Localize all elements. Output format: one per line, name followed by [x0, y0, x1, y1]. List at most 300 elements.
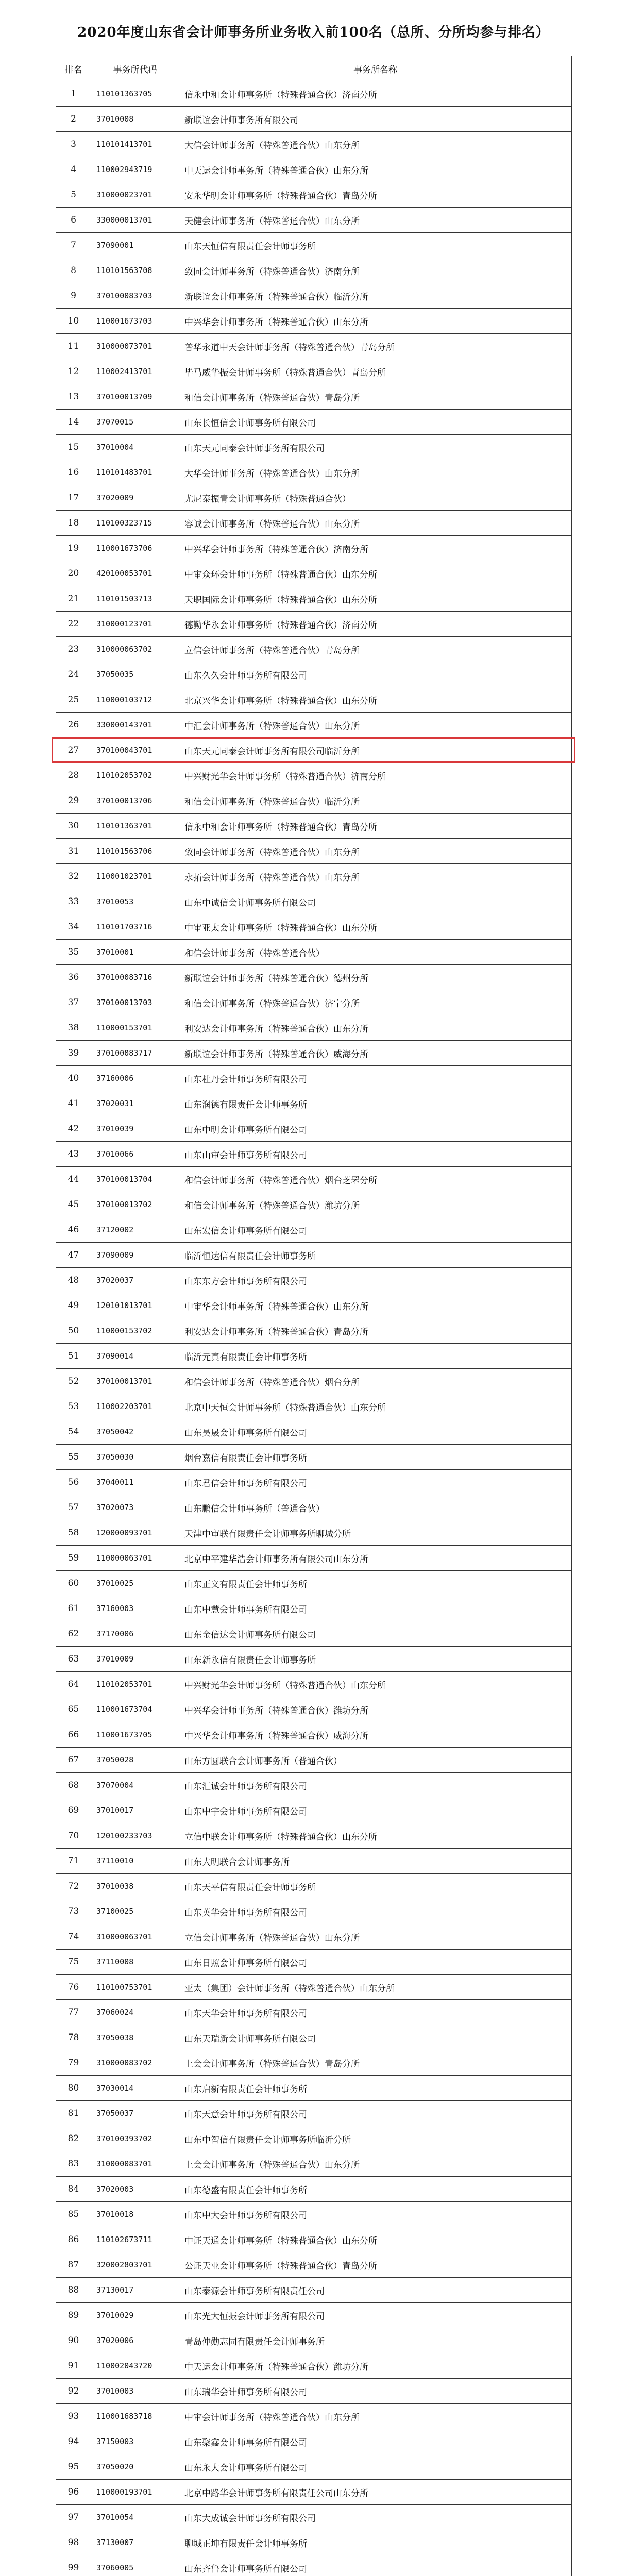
table-row	[56, 2530, 572, 2555]
table-row	[56, 940, 572, 965]
firm-name-cell: 大信会计师事务所（特殊普通合伙）山东分所	[179, 132, 572, 157]
rank-cell: 82	[56, 2126, 91, 2151]
firm-name-cell: 山东天意会计师事务所有限公司	[179, 2101, 572, 2126]
table-row	[56, 1318, 572, 1344]
firm-code-cell: 110101483701	[91, 460, 179, 485]
firm-name-cell: 山东德盛有限责任会计师事务所	[179, 2177, 572, 2202]
table-row	[56, 1041, 572, 1066]
rank-cell: 43	[56, 1142, 91, 1167]
table-row	[56, 2454, 572, 2480]
rank-cell: 56	[56, 1470, 91, 1495]
rank-cell: 87	[56, 2252, 91, 2278]
firm-name-cell: 毕马威华振会计师事务所（特殊普通合伙）青岛分所	[179, 359, 572, 384]
firm-code-cell: 110102673711	[91, 2227, 179, 2252]
firm-name-cell: 中兴华会计师事务所（特殊普通合伙）潍坊分所	[179, 1697, 572, 1722]
firm-code-cell: 110002203701	[91, 1394, 179, 1419]
firm-name-cell: 山东金信达会计师事务所有限公司	[179, 1621, 572, 1647]
firm-code-cell: 370100083703	[91, 283, 179, 309]
rank-cell: 81	[56, 2101, 91, 2126]
table-row	[56, 410, 572, 435]
rank-cell: 58	[56, 1520, 91, 1546]
firm-name-cell: 新联谊会计师事务所（特殊普通合伙）德州分所	[179, 965, 572, 990]
firm-name-cell: 普华永道中天会计师事务所（特殊普通合伙）青岛分所	[179, 334, 572, 359]
table-row	[56, 1217, 572, 1243]
rank-cell: 12	[56, 359, 91, 384]
firm-name-cell: 山东天瑞新会计师事务所有限公司	[179, 2025, 572, 2050]
table-row	[56, 1823, 572, 1849]
rank-cell: 97	[56, 2505, 91, 2530]
rank-cell: 94	[56, 2429, 91, 2454]
table-row	[56, 2353, 572, 2379]
firm-code-cell: 110000153701	[91, 1015, 179, 1041]
firm-name-cell: 和信会计师事务所（特殊普通合伙）青岛分所	[179, 384, 572, 410]
table-row	[56, 1167, 572, 1192]
firm-code-cell: 370100043701	[91, 738, 179, 763]
firm-code-cell: 37120002	[91, 1217, 179, 1243]
table-row	[56, 814, 572, 839]
firm-name-cell: 和信会计师事务所（特殊普通合伙）临沂分所	[179, 788, 572, 814]
table-row	[56, 2151, 572, 2177]
firm-name-cell: 山东方圆联合会计师事务所（普通合伙）	[179, 1748, 572, 1773]
rank-cell: 20	[56, 561, 91, 586]
rank-cell: 96	[56, 2480, 91, 2505]
firm-code-cell: 37130007	[91, 2530, 179, 2555]
table-row	[56, 1394, 572, 1419]
firm-code-cell: 37010025	[91, 1571, 179, 1596]
rank-cell: 3	[56, 132, 91, 157]
firm-name-cell: 致同会计师事务所（特殊普通合伙）山东分所	[179, 839, 572, 864]
firm-name-cell: 山东中明会计师事务所有限公司	[179, 1116, 572, 1142]
firm-code-cell: 110002413701	[91, 359, 179, 384]
table-row	[56, 1697, 572, 1722]
rank-cell: 41	[56, 1091, 91, 1116]
table-row	[56, 1672, 572, 1697]
firm-code-cell: 110101363705	[91, 81, 179, 107]
firm-name-cell: 聊城正坤有限责任会计师事务所	[179, 2530, 572, 2555]
rank-cell: 89	[56, 2303, 91, 2328]
firm-code-cell: 37020073	[91, 1495, 179, 1520]
firm-name-cell: 中兴华会计师事务所（特殊普通合伙）威海分所	[179, 1722, 572, 1748]
table-row	[56, 1116, 572, 1142]
firm-code-cell: 110102053701	[91, 1672, 179, 1697]
table-row	[56, 2126, 572, 2151]
table-row	[56, 612, 572, 637]
firm-code-cell: 110001673704	[91, 1697, 179, 1722]
firm-name-cell: 永拓会计师事务所（特殊普通合伙）山东分所	[179, 864, 572, 889]
firm-name-cell: 山东中诚信会计师事务所有限公司	[179, 889, 572, 914]
rank-cell: 99	[56, 2555, 91, 2576]
firm-code-cell: 37020003	[91, 2177, 179, 2202]
rank-cell: 74	[56, 1924, 91, 1950]
firm-code-cell: 110001673706	[91, 536, 179, 561]
firm-name-cell: 山东昊晟会计师事务所有限公司	[179, 1419, 572, 1445]
firm-code-cell: 37010008	[91, 107, 179, 132]
table-row	[56, 2177, 572, 2202]
rank-cell: 11	[56, 334, 91, 359]
rank-cell: 78	[56, 2025, 91, 2050]
firm-name-cell: 中证天通会计师事务所（特殊普通合伙）山东分所	[179, 2227, 572, 2252]
firm-name-cell: 山东启新有限责任会计师事务所	[179, 2076, 572, 2101]
rank-cell: 6	[56, 208, 91, 233]
firm-code-cell: 370100013704	[91, 1167, 179, 1192]
rank-cell: 28	[56, 763, 91, 788]
firm-name-cell: 中审众环会计师事务所（特殊普通合伙）山东分所	[179, 561, 572, 586]
firm-name-cell: 上会会计师事务所（特殊普通合伙）山东分所	[179, 2151, 572, 2177]
firm-name-cell: 山东日照会计师事务所有限公司	[179, 1950, 572, 1975]
firm-name-cell: 北京中路华会计师事务所有限责任公司山东分所	[179, 2480, 572, 2505]
firm-name-cell: 山东天华会计师事务所有限公司	[179, 2000, 572, 2025]
rank-cell: 36	[56, 965, 91, 990]
firm-code-cell: 37090001	[91, 233, 179, 258]
firm-code-cell: 37010053	[91, 889, 179, 914]
table-row	[56, 435, 572, 460]
table-row	[56, 965, 572, 990]
rank-cell: 7	[56, 233, 91, 258]
table-row	[56, 914, 572, 940]
firm-code-cell: 37010017	[91, 1798, 179, 1823]
table-row	[56, 359, 572, 384]
firm-name-cell: 山东泰源会计师事务所有限责任公司	[179, 2278, 572, 2303]
firm-code-cell: 120000093701	[91, 1520, 179, 1546]
firm-code-cell: 37110008	[91, 1950, 179, 1975]
firm-code-cell: 310000073701	[91, 334, 179, 359]
firm-code-cell: 370100013702	[91, 1192, 179, 1217]
firm-code-cell: 37070004	[91, 1773, 179, 1798]
firm-name-cell: 山东聚鑫会计师事务所有限公司	[179, 2429, 572, 2454]
firm-code-cell: 37050042	[91, 1419, 179, 1445]
firm-code-cell: 37010003	[91, 2379, 179, 2404]
table-row	[56, 2252, 572, 2278]
table-row	[56, 1369, 572, 1394]
firm-name-cell: 立信会计师事务所（特殊普通合伙）山东分所	[179, 1924, 572, 1950]
rank-cell: 14	[56, 410, 91, 435]
firm-code-cell: 37010009	[91, 1647, 179, 1672]
table-row	[56, 1571, 572, 1596]
table-row	[56, 2101, 572, 2126]
table-row	[56, 2025, 572, 2050]
firm-name-cell: 致同会计师事务所（特殊普通合伙）济南分所	[179, 258, 572, 283]
firm-name-cell: 新联谊会计师事务所（特殊普通合伙）威海分所	[179, 1041, 572, 1066]
firm-name-cell: 北京中平建华浩会计师事务所有限公司山东分所	[179, 1546, 572, 1571]
rank-cell: 21	[56, 586, 91, 612]
table-row	[56, 1268, 572, 1293]
firm-code-cell: 370100083716	[91, 965, 179, 990]
firm-code-cell: 110100323715	[91, 511, 179, 536]
rank-cell: 5	[56, 182, 91, 208]
table-row	[56, 1647, 572, 1672]
table-row	[56, 511, 572, 536]
firm-code-cell: 37110010	[91, 1849, 179, 1874]
firm-name-cell: 山东长恒信会计师事务所有限公司	[179, 410, 572, 435]
rank-cell: 44	[56, 1167, 91, 1192]
rank-cell: 40	[56, 1066, 91, 1091]
table-row	[56, 2429, 572, 2454]
firm-name-cell: 山东大成诚会计师事务所有限公司	[179, 2505, 572, 2530]
rank-cell: 30	[56, 814, 91, 839]
firm-code-cell: 37050020	[91, 2454, 179, 2480]
table-row	[56, 713, 572, 738]
table-row	[56, 1520, 572, 1546]
rank-cell: 60	[56, 1571, 91, 1596]
table-row	[56, 2303, 572, 2328]
firm-name-cell: 山东汇诚会计师事务所有限公司	[179, 1773, 572, 1798]
firm-name-cell: 山东宏信会计师事务所有限公司	[179, 1217, 572, 1243]
firm-code-cell: 370100013703	[91, 990, 179, 1015]
firm-name-cell: 山东瑞华会计师事务所有限公司	[179, 2379, 572, 2404]
rank-cell: 49	[56, 1293, 91, 1318]
table-row	[56, 2076, 572, 2101]
rank-cell: 88	[56, 2278, 91, 2303]
firm-code-cell: 110102053702	[91, 763, 179, 788]
firm-name-cell: 德勤华永会计师事务所（特殊普通合伙）济南分所	[179, 612, 572, 637]
rank-cell: 33	[56, 889, 91, 914]
table-row	[56, 1773, 572, 1798]
firm-code-cell: 37060005	[91, 2555, 179, 2576]
table-row	[56, 889, 572, 914]
firm-code-cell: 37060024	[91, 2000, 179, 2025]
firm-name-cell: 容诚会计师事务所（特殊普通合伙）山东分所	[179, 511, 572, 536]
firm-name-cell: 山东光大恒振会计师事务所有限公司	[179, 2303, 572, 2328]
rank-cell: 85	[56, 2202, 91, 2227]
firm-name-cell: 安永华明会计师事务所（特殊普通合伙）青岛分所	[179, 182, 572, 208]
firm-name-cell: 山东君信会计师事务所有限公司	[179, 1470, 572, 1495]
table-row	[56, 1546, 572, 1571]
firm-name-cell: 和信会计师事务所（特殊普通合伙）烟台芝罘分所	[179, 1167, 572, 1192]
firm-code-cell: 310000063701	[91, 1924, 179, 1950]
table-row	[56, 233, 572, 258]
rank-cell: 42	[56, 1116, 91, 1142]
table-row	[56, 1874, 572, 1899]
firm-name-cell: 新联谊会计师事务所（特殊普通合伙）临沂分所	[179, 283, 572, 309]
table-row	[56, 637, 572, 662]
firm-name-cell: 中审会计师事务所（特殊普通合伙）山东分所	[179, 2404, 572, 2429]
rank-cell: 27	[56, 738, 91, 763]
firm-name-cell: 中天运会计师事务所（特殊普通合伙）山东分所	[179, 157, 572, 182]
table-row	[56, 738, 572, 763]
table-row	[56, 2000, 572, 2025]
rank-cell: 72	[56, 1874, 91, 1899]
ranking-table	[56, 56, 572, 2576]
rank-cell: 66	[56, 1722, 91, 1748]
firm-code-cell: 110002043720	[91, 2353, 179, 2379]
rank-cell: 4	[56, 157, 91, 182]
firm-code-cell: 37010029	[91, 2303, 179, 2328]
table-row	[56, 1722, 572, 1748]
table-row	[56, 788, 572, 814]
firm-code-cell: 37090014	[91, 1344, 179, 1369]
firm-code-cell: 310000023701	[91, 182, 179, 208]
rank-cell: 54	[56, 1419, 91, 1445]
rank-cell: 25	[56, 687, 91, 713]
firm-code-cell: 310000083701	[91, 2151, 179, 2177]
rank-cell: 53	[56, 1394, 91, 1419]
firm-name-cell: 烟台嘉信有限责任会计师事务所	[179, 1445, 572, 1470]
table-row	[56, 1445, 572, 1470]
firm-code-cell: 37010054	[91, 2505, 179, 2530]
firm-name-cell: 山东中慧会计师事务所有限公司	[179, 1596, 572, 1621]
firm-name-cell: 中兴财光华会计师事务所（特殊普通合伙）济南分所	[179, 763, 572, 788]
firm-code-cell: 37040011	[91, 1470, 179, 1495]
firm-code-cell: 37070015	[91, 410, 179, 435]
rank-cell: 24	[56, 662, 91, 687]
table-row	[56, 2050, 572, 2076]
table-row	[56, 586, 572, 612]
firm-name-cell: 山东天元同泰会计师事务所有限公司临沂分所	[179, 738, 572, 763]
firm-name-cell: 山东杜丹会计师事务所有限公司	[179, 1066, 572, 1091]
firm-code-cell: 37090009	[91, 1243, 179, 1268]
rank-cell: 50	[56, 1318, 91, 1344]
table-row	[56, 1142, 572, 1167]
rank-column-header: 排名	[56, 56, 91, 81]
rank-cell: 17	[56, 485, 91, 511]
table-row	[56, 157, 572, 182]
table-row	[56, 990, 572, 1015]
firm-name-cell: 山东大明联合会计师事务所	[179, 1849, 572, 1874]
rank-cell: 64	[56, 1672, 91, 1697]
ranking-table-body	[56, 81, 572, 2576]
rank-cell: 69	[56, 1798, 91, 1823]
rank-cell: 92	[56, 2379, 91, 2404]
rank-cell: 31	[56, 839, 91, 864]
table-row	[56, 1950, 572, 1975]
table-row	[56, 1495, 572, 1520]
firm-name-cell: 山东中宇会计师事务所有限公司	[179, 1798, 572, 1823]
rank-cell: 77	[56, 2000, 91, 2025]
rank-cell: 51	[56, 1344, 91, 1369]
table-row	[56, 2278, 572, 2303]
firm-code-cell: 110101413701	[91, 132, 179, 157]
rank-cell: 16	[56, 460, 91, 485]
firm-code-cell: 37010066	[91, 1142, 179, 1167]
rank-cell: 86	[56, 2227, 91, 2252]
rank-cell: 67	[56, 1748, 91, 1773]
rank-cell: 18	[56, 511, 91, 536]
firm-code-cell: 37170006	[91, 1621, 179, 1647]
firm-name-cell: 亚太（集团）会计师事务所（特殊普通合伙）山东分所	[179, 1975, 572, 2000]
firm-code-cell: 37020037	[91, 1268, 179, 1293]
firm-name-cell: 山东天恒信有限责任会计师事务所	[179, 233, 572, 258]
rank-cell: 1	[56, 81, 91, 107]
rank-cell: 19	[56, 536, 91, 561]
table-row	[56, 2555, 572, 2576]
rank-cell: 8	[56, 258, 91, 283]
rank-cell: 10	[56, 309, 91, 334]
firm-code-cell: 320002803701	[91, 2252, 179, 2278]
firm-code-cell: 110000063701	[91, 1546, 179, 1571]
table-row	[56, 1798, 572, 1823]
firm-name-cell: 利安达会计师事务所（特殊普通合伙）青岛分所	[179, 1318, 572, 1344]
table-row	[56, 839, 572, 864]
firm-code-cell: 37150003	[91, 2429, 179, 2454]
table-row	[56, 1419, 572, 1445]
firm-name-cell: 山东齐鲁会计师事务所有限公司	[179, 2555, 572, 2576]
table-header-row	[56, 56, 572, 81]
firm-name-cell: 山东东方会计师事务所有限公司	[179, 1268, 572, 1293]
firm-code-cell: 110001673705	[91, 1722, 179, 1748]
firm-code-cell: 110101703716	[91, 914, 179, 940]
rank-cell: 37	[56, 990, 91, 1015]
table-row	[56, 1015, 572, 1041]
table-row	[56, 283, 572, 309]
page-title: 2020年度山东省会计师事务所业务收入前100名（总所、分所均参与排名）	[77, 25, 550, 40]
firm-code-cell: 110000153702	[91, 1318, 179, 1344]
table-row	[56, 1192, 572, 1217]
rank-cell: 70	[56, 1823, 91, 1849]
firm-code-cell: 370100013706	[91, 788, 179, 814]
rank-cell: 76	[56, 1975, 91, 2000]
rank-cell: 22	[56, 612, 91, 637]
rank-cell: 61	[56, 1596, 91, 1621]
table-row	[56, 258, 572, 283]
firm-name-cell: 上会会计师事务所（特殊普通合伙）青岛分所	[179, 2050, 572, 2076]
table-row	[56, 561, 572, 586]
firm-code-cell: 110101363701	[91, 814, 179, 839]
table-row	[56, 460, 572, 485]
rank-cell: 9	[56, 283, 91, 309]
firm-name-cell: 山东润德有限责任会计师事务所	[179, 1091, 572, 1116]
firm-name-cell: 中兴华会计师事务所（特殊普通合伙）济南分所	[179, 536, 572, 561]
firm-code-cell: 37130017	[91, 2278, 179, 2303]
rank-cell: 57	[56, 1495, 91, 1520]
table-row	[56, 1975, 572, 2000]
table-row	[56, 208, 572, 233]
table-row	[56, 1748, 572, 1773]
rank-cell: 47	[56, 1243, 91, 1268]
rank-cell: 63	[56, 1647, 91, 1672]
firm-name-cell: 中审华会计师事务所（特殊普通合伙）山东分所	[179, 1293, 572, 1318]
firm-name-cell: 公证天业会计师事务所（特殊普通合伙）青岛分所	[179, 2252, 572, 2278]
firm-name-cell: 和信会计师事务所（特殊普通合伙）济宁分所	[179, 990, 572, 1015]
firm-code-cell: 110101563706	[91, 839, 179, 864]
firm-code-cell: 120101013701	[91, 1293, 179, 1318]
rank-cell: 55	[56, 1445, 91, 1470]
rank-cell: 46	[56, 1217, 91, 1243]
firm-name-cell: 山东中智信有限责任会计师事务所临沂分所	[179, 2126, 572, 2151]
table-row	[56, 1243, 572, 1268]
firm-code-cell: 37050028	[91, 1748, 179, 1773]
table-row	[56, 536, 572, 561]
table-row	[56, 1849, 572, 1874]
rank-cell: 83	[56, 2151, 91, 2177]
firm-code-cell: 370100013709	[91, 384, 179, 410]
firm-code-cell: 110001023701	[91, 864, 179, 889]
firm-code-cell: 110100753701	[91, 1975, 179, 2000]
rank-cell: 32	[56, 864, 91, 889]
firm-name-cell: 中兴华会计师事务所（特殊普通合伙）山东分所	[179, 309, 572, 334]
table-row	[56, 1470, 572, 1495]
firm-name-cell: 青岛仲勋志同有限责任会计师事务所	[179, 2328, 572, 2353]
firm-code-cell: 110101563708	[91, 258, 179, 283]
firm-code-cell: 110001673703	[91, 309, 179, 334]
table-row	[56, 2505, 572, 2530]
rank-cell: 73	[56, 1899, 91, 1924]
firm-name-cell: 中天运会计师事务所（特殊普通合伙）潍坊分所	[179, 2353, 572, 2379]
firm-name-cell: 山东永大会计师事务所有限公司	[179, 2454, 572, 2480]
code-column-header: 事务所代码	[91, 56, 179, 81]
firm-name-cell: 信永中和会计师事务所（特殊普通合伙）青岛分所	[179, 814, 572, 839]
firm-name-cell: 和信会计师事务所（特殊普通合伙）	[179, 940, 572, 965]
firm-code-cell: 37010038	[91, 1874, 179, 1899]
table-row	[56, 182, 572, 208]
table-row	[56, 132, 572, 157]
firm-name-cell: 临沂恒达信有限责任会计师事务所	[179, 1243, 572, 1268]
rank-cell: 91	[56, 2353, 91, 2379]
firm-code-cell: 110101503713	[91, 586, 179, 612]
rank-cell: 62	[56, 1621, 91, 1647]
firm-name-cell: 临沂元真有限责任会计师事务所	[179, 1344, 572, 1369]
table-row	[56, 1924, 572, 1950]
firm-code-cell: 37050037	[91, 2101, 179, 2126]
